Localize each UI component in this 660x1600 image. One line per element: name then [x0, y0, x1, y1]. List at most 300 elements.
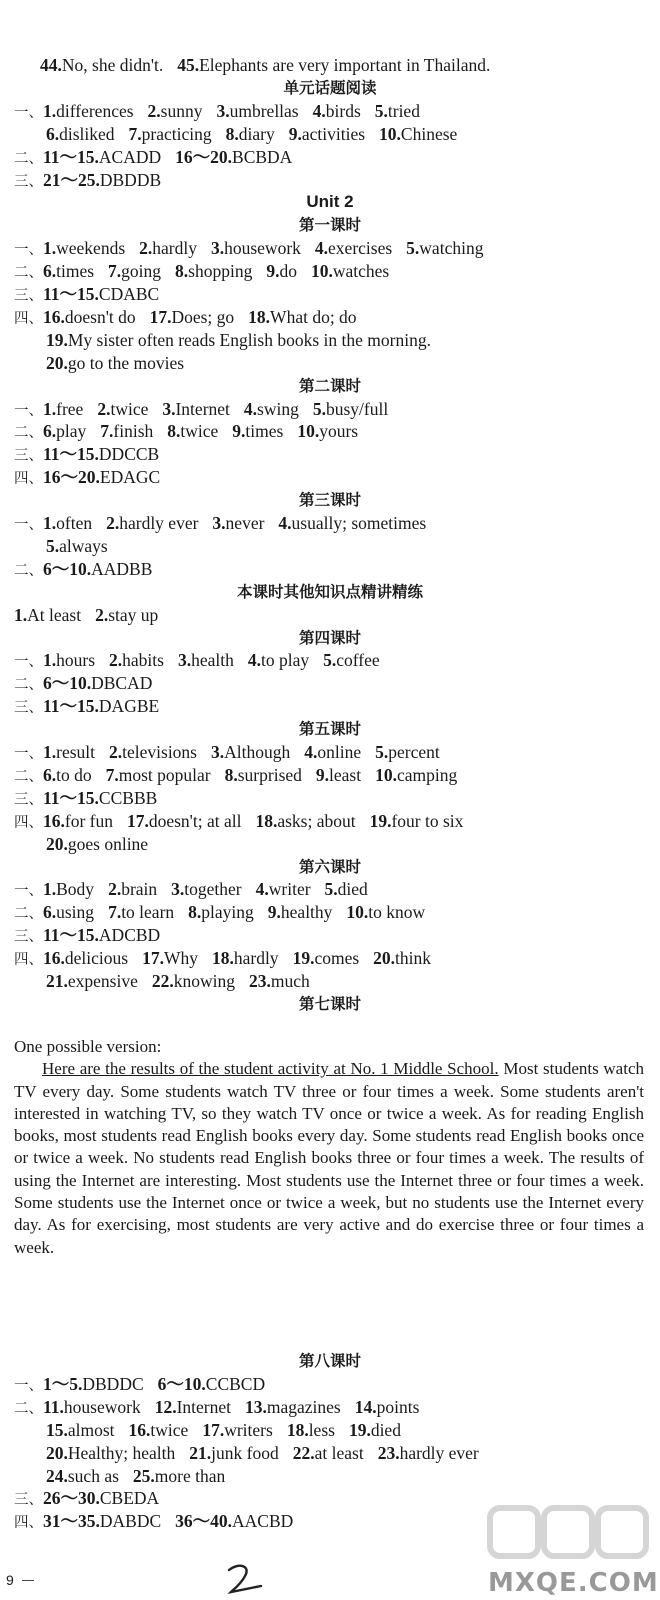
answer-item [225, 764, 302, 786]
part-label: 三、 [14, 929, 43, 946]
answer-item [216, 100, 298, 122]
part-label: 二、 [14, 677, 43, 694]
answer-line [14, 695, 646, 717]
answer-item [158, 1373, 265, 1395]
item-number: 3. [171, 879, 185, 900]
answer-line [14, 306, 646, 328]
answer-item [46, 123, 115, 145]
answer-item [355, 1396, 420, 1418]
item-number: 2. [95, 604, 109, 625]
item-answer: twice [110, 398, 149, 419]
item-number: 16～20. [43, 467, 100, 488]
item-number: 9. [266, 261, 280, 282]
answer-item [313, 100, 361, 122]
item-answer: BCBDA [232, 146, 293, 167]
item-answer: writers [224, 1419, 273, 1440]
answer-item [315, 237, 392, 259]
answer-line [14, 947, 646, 969]
item-number: 5. [324, 879, 338, 900]
item-number: 4. [278, 513, 292, 533]
item-number: 1. [43, 238, 57, 259]
item-number: 3. [216, 100, 230, 121]
answer-item [108, 878, 157, 900]
item-answer: almost [67, 1419, 115, 1440]
answer-item [127, 810, 241, 832]
item-answer: magazines [266, 1396, 341, 1417]
section-heading: 第二课时 [298, 376, 361, 395]
answer-item [150, 306, 235, 328]
item-answer: weekends [56, 238, 126, 259]
item-answer: Although [224, 742, 291, 762]
item-answer: died [337, 879, 368, 900]
item-answer: Internet [175, 398, 230, 419]
item-number: 7. [108, 902, 122, 923]
answer-item [256, 878, 311, 900]
answer-item [406, 237, 483, 259]
answer-item [43, 306, 136, 328]
answer-item [232, 420, 283, 442]
item-number: 1. [43, 513, 57, 533]
answer-item [43, 1510, 161, 1532]
item-answer: DBCAD [91, 673, 153, 694]
answer-item [43, 420, 86, 442]
answer-line [14, 512, 646, 534]
item-answer: going [121, 261, 162, 282]
item-number: 7. [105, 764, 119, 785]
item-number: 9. [315, 764, 330, 785]
item-answer: hardly ever [399, 1442, 479, 1463]
part-label: 二、 [14, 425, 43, 442]
item-number: 26～30. [43, 1488, 100, 1509]
item-answer: DABDC [99, 1511, 162, 1532]
item-number: 9. [232, 421, 246, 442]
item-answer: What do; do [270, 306, 357, 327]
item-number: 5. [312, 398, 326, 419]
answer-item [212, 512, 264, 534]
part-label: 三、 [14, 448, 43, 465]
answer-item [249, 970, 310, 992]
answer-line [14, 764, 646, 786]
answer-item [189, 1442, 278, 1464]
item-number: 11～15. [43, 787, 99, 808]
item-number: 1. [43, 879, 57, 900]
item-answer: exercises [328, 238, 393, 259]
item-answer: delicious [64, 948, 129, 969]
answer-item [370, 810, 464, 832]
item-answer: online [317, 742, 362, 762]
answer-item [202, 1419, 272, 1441]
item-answer: doesn't; at all [148, 810, 242, 831]
item-number: 5. [375, 742, 389, 762]
item-answer: died [370, 1419, 401, 1440]
answer-item [155, 1396, 231, 1418]
answer-line [46, 1465, 646, 1487]
item-answer: yours [319, 421, 359, 442]
item-number: 7. [108, 261, 122, 282]
item-answer: expensive [67, 971, 138, 991]
item-number: 4. [312, 100, 326, 121]
item-number: 17. [149, 306, 172, 327]
item-number: 10. [297, 421, 320, 442]
item-answer: Healthy; health [67, 1442, 176, 1463]
item-answer: hardly [233, 948, 279, 969]
item-number: 7. [100, 421, 114, 442]
section-heading: 第五课时 [298, 720, 361, 739]
item-answer: busy/full [325, 398, 389, 419]
answer-line [14, 787, 646, 809]
item-answer: watches [332, 261, 390, 282]
item-answer: to know [368, 902, 426, 923]
answer-item [293, 1442, 364, 1464]
model-essay [14, 1036, 644, 1259]
item-number: 16. [43, 810, 65, 831]
item-answer: using [56, 902, 95, 923]
item-answer: usually; sometimes [291, 513, 427, 533]
item-number: 2. [106, 513, 120, 533]
item-number: 3. [212, 513, 226, 533]
item-number: 2. [109, 650, 123, 671]
item-number: 1～5. [43, 1373, 83, 1394]
watermark-text: MXQE.COM [488, 1568, 659, 1598]
item-answer: surprised [237, 764, 302, 785]
section-heading: 第三课时 [298, 491, 361, 510]
answer-item [43, 810, 113, 832]
answer-item [316, 764, 361, 786]
item-number: 23. [248, 971, 271, 991]
item-answer: DBDDB [99, 169, 162, 190]
item-number: 5. [374, 100, 388, 121]
item-number: 44. [40, 55, 62, 75]
item-number: 10. [379, 123, 401, 144]
answer-item [378, 1442, 479, 1464]
answer-item [106, 512, 198, 534]
part-label: 一、 [14, 883, 43, 900]
answer-item [43, 169, 161, 191]
item-answer: times [245, 421, 284, 442]
item-number: 21. [189, 1442, 212, 1463]
item-number: 4. [314, 238, 329, 259]
item-answer: shopping [188, 261, 253, 282]
item-answer: four to six [391, 810, 464, 831]
answer-item [244, 398, 299, 420]
item-answer: sunny [160, 100, 203, 121]
item-number: 6. [46, 123, 60, 144]
item-answer: DBDDC [82, 1373, 144, 1394]
answer-item [211, 237, 301, 259]
item-number: 8. [225, 123, 239, 144]
part-label: 一、 [14, 104, 43, 121]
essay-text [14, 1058, 644, 1259]
item-answer: doesn't do [64, 306, 136, 327]
part-label: 二、 [14, 1400, 43, 1417]
part-label: 二、 [14, 906, 43, 923]
item-answer: always [59, 535, 108, 556]
answer-line [14, 1373, 646, 1395]
answer-line [14, 1396, 646, 1418]
item-number: 21～25. [43, 169, 100, 190]
answer-line [14, 169, 646, 191]
section-heading: 本课时其他知识点精讲精练 [236, 582, 423, 601]
answer-item [43, 146, 161, 168]
item-number: 6. [43, 902, 57, 923]
answer-item [139, 237, 197, 259]
item-answer: AADBB [91, 558, 153, 579]
answer-item [46, 1442, 175, 1464]
item-answer: hardly ever [119, 513, 199, 533]
item-answer: hours [56, 650, 96, 671]
handwritten-mark-icon [225, 1562, 265, 1596]
answer-item [43, 924, 160, 946]
item-answer: swing [257, 398, 299, 419]
answer-item [177, 54, 490, 76]
answer-item [14, 604, 81, 626]
section-heading: 第一课时 [298, 216, 361, 235]
item-number: 16. [43, 306, 65, 327]
item-answer: coffee [336, 650, 380, 671]
item-number: 20. [46, 1442, 68, 1463]
essay-body: Most students watch TV every day. Some students watch TV three or four times a week. Some students aren't interested in watching TV, so they watch TV once or twice a week. As for reading English books, most students read English books every day. Some students read English books once or twice a week. No students read English books three or four times a week. The results of using the Internet are interesting. Most students use the Internet three or four times a week. Some students use the Internet once or twice a week, but no students use the Internet every day. As for exercising, most students are very active and do exercise three or four times a week. [14, 1059, 644, 1257]
part-label: 四、 [14, 814, 43, 831]
answer-line [46, 970, 646, 992]
item-number: 11～15. [43, 696, 99, 717]
answer-item [248, 649, 309, 671]
answer-line [14, 398, 646, 420]
item-answer: twice [180, 421, 219, 442]
section-heading: 第八课时 [298, 1352, 361, 1370]
item-answer: No, she didn't. [61, 55, 164, 75]
answer-item [43, 466, 160, 488]
item-number: 22. [292, 1442, 315, 1463]
part-label: 一、 [14, 654, 43, 671]
answer-item [266, 260, 297, 282]
answer-item [106, 764, 211, 786]
answer-item [43, 443, 159, 465]
item-answer: most popular [118, 764, 211, 785]
answer-item [152, 970, 235, 992]
item-number: 1. [43, 100, 57, 121]
answer-item [46, 329, 431, 351]
item-answer: televisions [122, 742, 197, 762]
answer-item [226, 123, 275, 145]
item-answer: Internet [176, 1396, 232, 1417]
item-answer: asks; about [277, 810, 356, 831]
item-answer: birds [325, 100, 361, 121]
item-number: 1. [43, 398, 57, 419]
item-number: 17. [142, 948, 164, 969]
item-number: 4. [304, 742, 318, 762]
answer-line [14, 558, 646, 580]
part-label: 三、 [14, 173, 43, 190]
item-number: 20. [46, 833, 68, 854]
answer-item [46, 1465, 119, 1487]
answer-line [14, 901, 646, 923]
item-answer: at least [314, 1442, 364, 1463]
item-answer: housework [63, 1396, 141, 1417]
item-number: 4. [243, 398, 258, 419]
item-answer: CCBCD [205, 1373, 266, 1394]
part-label: 一、 [14, 517, 43, 533]
answer-item [43, 741, 95, 763]
answer-item [43, 649, 95, 671]
item-answer: practicing [141, 123, 212, 144]
essay-intro: One possible version: [14, 1037, 162, 1056]
item-answer: activities [301, 123, 366, 144]
answer-item [323, 649, 380, 671]
item-answer: much [270, 971, 310, 991]
item-answer: At least [27, 604, 82, 625]
item-answer: do [279, 261, 297, 282]
answer-line [14, 100, 646, 122]
answer-item [108, 901, 174, 923]
answer-line [14, 604, 646, 626]
part-label: 二、 [14, 562, 43, 579]
answer-line [14, 237, 646, 259]
part-label: 三、 [14, 1492, 43, 1509]
answer-line [46, 1442, 646, 1464]
item-number: 18. [286, 1419, 309, 1440]
item-answer: Why [163, 948, 198, 969]
item-answer: CBEDA [99, 1488, 160, 1509]
answer-item [46, 970, 138, 992]
item-number: 18. [248, 306, 271, 327]
item-answer: CDABC [98, 284, 160, 304]
item-number: 8. [188, 902, 202, 923]
item-answer: EDAGC [99, 467, 161, 488]
item-number: 2. [97, 398, 111, 419]
item-answer: ADCBD [98, 925, 161, 946]
answer-item [46, 1419, 115, 1441]
item-answer: free [56, 398, 84, 419]
item-answer: to do [56, 764, 92, 785]
item-answer: differences [56, 100, 134, 121]
answer-item [293, 947, 360, 969]
item-number: 5. [406, 238, 420, 259]
answer-item [46, 352, 184, 374]
answer-item [95, 604, 158, 626]
item-number: 17. [202, 1419, 225, 1440]
item-answer: habits [122, 650, 164, 671]
answer-item [43, 901, 94, 923]
item-number: 19. [348, 1419, 371, 1440]
part-label: 四、 [14, 952, 43, 969]
item-answer: brain [121, 879, 158, 900]
item-answer: least [329, 764, 362, 785]
answer-line [14, 466, 646, 488]
answer-line [14, 649, 646, 671]
part-label: 三、 [14, 791, 43, 808]
item-number: 2. [109, 742, 123, 762]
part-label: 一、 [14, 242, 43, 259]
item-answer: less [308, 1419, 335, 1440]
essay-underlined-sentence: Here are the results of the student activity at No. 1 Middle School. [42, 1059, 499, 1079]
item-answer: diary [238, 123, 275, 144]
item-answer: finish [113, 421, 154, 442]
part-label: 二、 [14, 768, 43, 785]
item-number: 15. [46, 1419, 68, 1440]
item-number: 6. [43, 261, 57, 282]
answer-line [46, 123, 646, 145]
answer-item [304, 741, 361, 763]
item-answer: think [395, 948, 432, 969]
item-number: 8. [175, 261, 189, 282]
answer-line [14, 260, 646, 282]
item-answer: go to the movies [67, 352, 185, 373]
item-answer: points [376, 1396, 420, 1417]
section-heading: 单元话题阅读 [283, 78, 377, 97]
answer-item [43, 787, 157, 809]
item-answer: more than [154, 1465, 226, 1486]
part-label: 二、 [14, 150, 43, 167]
item-answer: Body [56, 879, 95, 900]
item-answer: playing [201, 902, 254, 923]
item-number: 11. [43, 1396, 64, 1417]
answer-item [379, 123, 457, 145]
answer-item [171, 878, 241, 900]
section-heading: 第七课时 [298, 994, 361, 1013]
answer-item [255, 810, 355, 832]
item-number: 1. [43, 742, 57, 762]
item-answer: watching [419, 238, 484, 259]
item-number: 16～20. [175, 146, 233, 167]
item-number: 17. [126, 810, 149, 831]
item-number: 5. [46, 535, 60, 556]
item-number: 10. [346, 902, 369, 923]
section-heading: 第四课时 [298, 628, 361, 647]
answer-item [375, 741, 440, 763]
answer-item [278, 512, 426, 534]
item-number: 11～15. [43, 146, 99, 167]
item-number: 9. [267, 902, 281, 923]
item-answer: to learn [121, 902, 175, 923]
item-answer: hardly [152, 238, 197, 259]
item-number: 14. [354, 1396, 377, 1417]
answer-item [43, 764, 92, 786]
footer-dash [22, 1580, 34, 1581]
answer-line [40, 54, 646, 76]
unit-title: Unit 2 [306, 192, 354, 212]
answer-item [248, 306, 356, 328]
item-number: 3. [162, 398, 176, 419]
item-answer: housework [224, 238, 301, 259]
answer-line [14, 420, 646, 442]
item-answer: to play [260, 650, 310, 671]
item-number: 13. [245, 1396, 267, 1417]
item-answer: My sister often reads English books in the morning. [67, 329, 431, 350]
item-number: 21. [46, 971, 68, 991]
answer-item [43, 237, 125, 259]
answer-item [211, 741, 290, 763]
part-label: 四、 [14, 1515, 43, 1532]
answer-item [43, 100, 134, 122]
answer-item [375, 764, 457, 786]
answer-line [46, 329, 646, 351]
item-number: 8. [224, 764, 238, 785]
item-answer: Chinese [400, 123, 458, 144]
part-label: 四、 [14, 310, 43, 327]
answer-item [46, 833, 148, 855]
item-number: 1. [14, 604, 28, 625]
answer-item [43, 1396, 141, 1418]
answer-item [375, 100, 420, 122]
item-answer: together [184, 879, 242, 900]
answer-item [268, 901, 333, 923]
item-number: 10. [310, 261, 333, 282]
answer-item [129, 123, 212, 145]
item-number: 2. [139, 238, 153, 259]
answer-item [287, 1419, 335, 1441]
answer-line [14, 878, 646, 900]
item-number: 45. [177, 55, 200, 75]
